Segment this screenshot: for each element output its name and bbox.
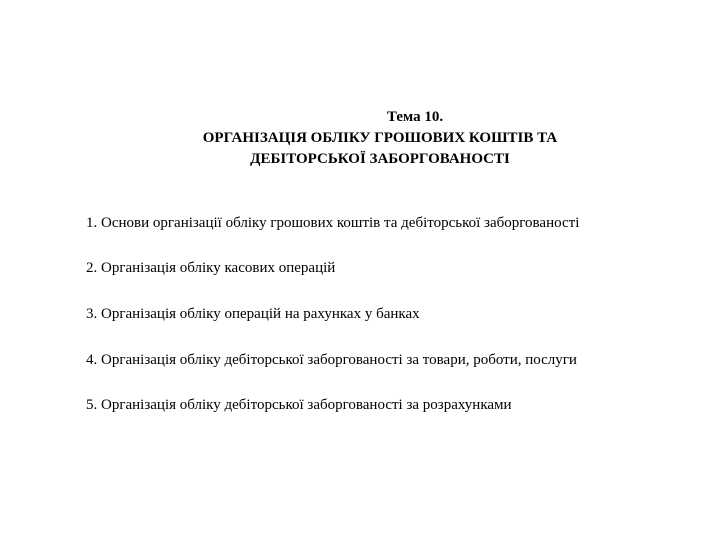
topic-heading [90, 107, 670, 170]
topic-title-line-2: ДЕБІТОРСЬКОЇ ЗАБОРГОВАНОСТІ [250, 151, 510, 167]
topic-number: Тема 10. [386, 109, 444, 125]
plan-item-3: 3. Організація обліку операцій на рахунках у банках [86, 306, 420, 322]
topic-plan-list [54, 213, 654, 441]
plan-item-2: 2. Організація обліку касових операцій [86, 260, 336, 276]
plan-item-5: 5. Організація обліку дебіторської заборгованості за розрахунками [86, 397, 512, 413]
plan-item-1: 1. Основи організації обліку грошових коштів та дебіторської заборгованості [86, 215, 580, 231]
topic-title-line-1: ОРГАНІЗАЦІЯ ОБЛІКУ ГРОШОВИХ КОШТІВ ТА [202, 130, 558, 146]
plan-item-4: 4. Організація обліку дебіторської заборгованості за товари, роботи, послуги [86, 352, 577, 368]
